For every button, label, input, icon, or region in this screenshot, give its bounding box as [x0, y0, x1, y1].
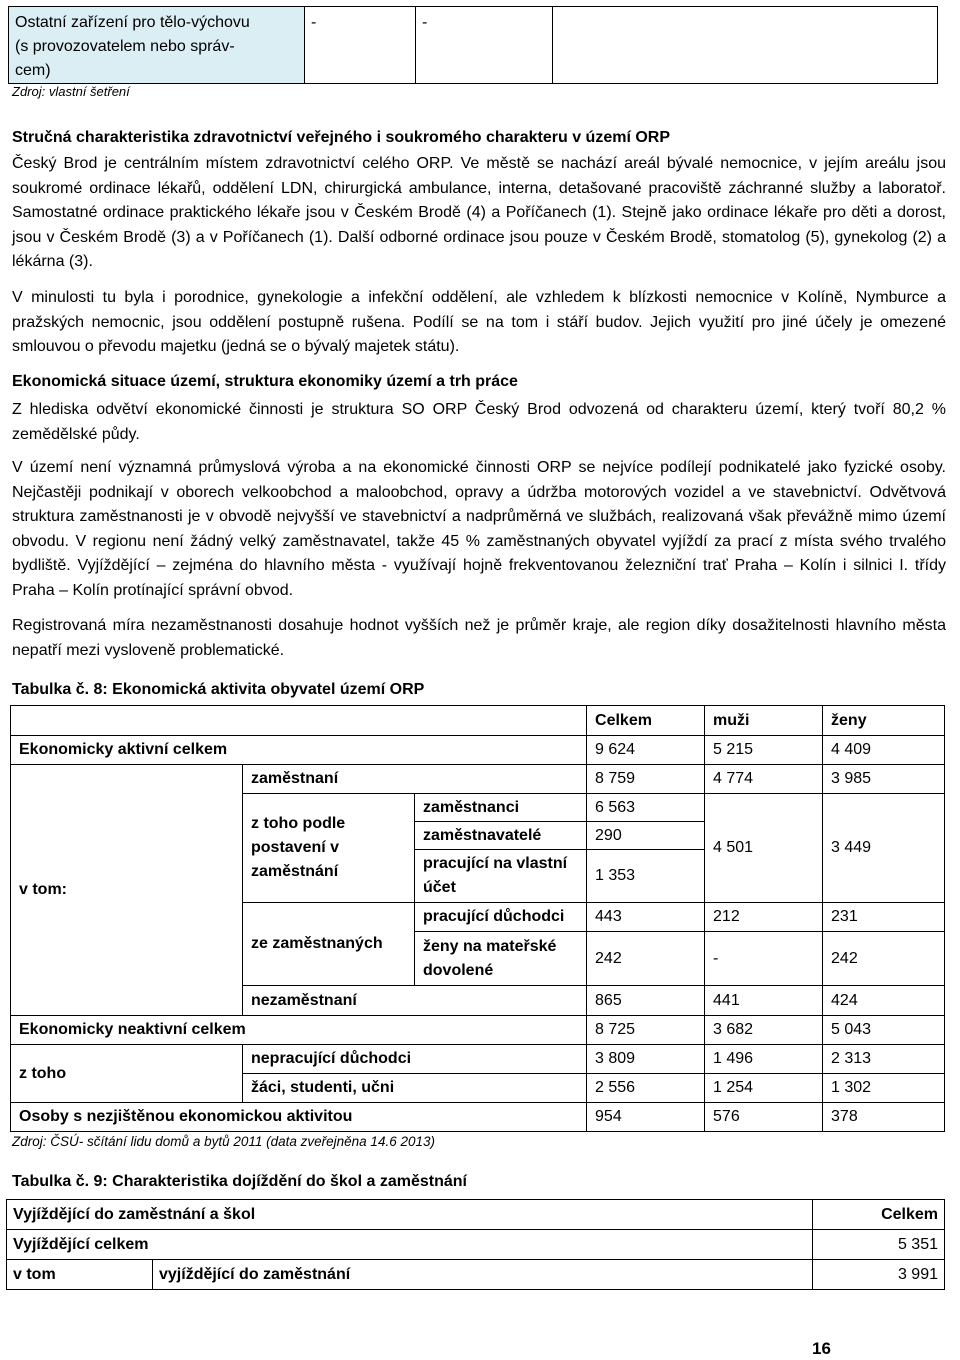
- cell-total: 8 759: [587, 765, 705, 794]
- paragraph: V minulosti tu byla i porodnice, gynekologie a infekční oddělení, ale vzhledem k blízkosti nemocnice v Kolíně, Nymburce a pražských nemocnic, jsou oddělení postupně rušena. Podílí se na tom i stáří budov. Jejich využití pro jiné účely je omezené smlouvou o převodu majetku (jedná se o bývalý majetek státu).: [12, 289, 946, 356]
- cell-total: 242: [587, 932, 705, 986]
- cell-total: 865: [587, 986, 705, 1016]
- paragraph: Registrovaná míra nezaměstnanosti dosahuje hodnot vyšších než je průměr kraje, ale region díky dosažitelnosti hlavního města nepatří mezi vysloveně problematické.: [12, 617, 946, 659]
- cell-men: 4 501: [705, 794, 823, 903]
- row-label: vyjíždějící do zaměstnání: [153, 1260, 813, 1290]
- row-group-label: v tom:: [11, 765, 243, 1016]
- cell-total: 1 353: [587, 850, 705, 903]
- facility-label-line: (s provozovatelem nebo správ-: [15, 38, 235, 55]
- row-label: ženy na mateřské dovolené: [415, 932, 587, 986]
- cell-women: 3 449: [823, 794, 945, 903]
- cell-women: 4 409: [823, 736, 945, 765]
- column-header-women: ženy: [823, 706, 945, 736]
- cell-total: 290: [587, 822, 705, 850]
- facility-label-cell: [9, 7, 305, 84]
- cell-women: 424: [823, 986, 945, 1016]
- cell-men: 576: [705, 1103, 823, 1132]
- column-header-label: Vyjíždějící do zaměstnání a škol: [7, 1200, 813, 1230]
- page-number: 16: [812, 1339, 831, 1358]
- cell-women: 3 985: [823, 765, 945, 794]
- row-label: nepracující důchodci: [243, 1045, 587, 1074]
- row-label: žáci, studenti, učni: [243, 1074, 587, 1103]
- cell-men: 1 496: [705, 1045, 823, 1074]
- table-row: [11, 1103, 945, 1132]
- source-note: Zdroj: ČSÚ- sčítání lidu domů a bytů 2011 (data zveřejněna 14.6 2013): [12, 1134, 435, 1149]
- economic-activity-table: [10, 705, 945, 1132]
- table-row: [7, 1230, 945, 1260]
- cell-women: 1 302: [823, 1074, 945, 1103]
- cell-women: 242: [823, 932, 945, 986]
- cell-men: 212: [705, 903, 823, 932]
- row-label: zaměstnaní: [243, 765, 587, 794]
- source-note: Zdroj: vlastní šetření: [12, 84, 130, 99]
- table-header-row: [11, 706, 945, 736]
- cell-men: -: [705, 932, 823, 986]
- facility-label-line: cem): [15, 62, 51, 79]
- table-row: [11, 765, 945, 794]
- row-label: pracující na vlastní účet: [415, 850, 587, 903]
- paragraph: V území není významná průmyslová výroba a na ekonomické činnosti ORP se nejvíce podílejí podnikatelé jako fyzické osoby. Nejčastěji podnikají v oborech velkoobchod a maloobchod, opravy a údržba motorových vozidel a ve stavebnictví. Odvětvová struktura zaměstnanosti je v obvodě nejvyšší ve stavebnictví a nadprůměrná ve službách, realizovaná však převážně mimo území obvodu. V regionu není žádný velký zaměstnavatel, takže 45 % zaměstnaných obyvatel vyjíždí za prací z místa svého trvalého bydliště. Vyjíždějící – zejména do hlavního města - využívají hojně frekventovanou železniční trať Praha – Kolín i silnici I. třídy Praha – Kolín protínající správní obvod.: [12, 459, 946, 599]
- column-header-total: Celkem: [587, 706, 705, 736]
- cell-men: 441: [705, 986, 823, 1016]
- row-group-label: v tom: [7, 1260, 153, 1290]
- table-row: [7, 1260, 945, 1290]
- section-heading: Ekonomická situace území, struktura ekonomiky území a trh práce: [12, 373, 518, 390]
- row-label: zaměstnavatelé: [415, 822, 587, 850]
- table-caption: Tabulka č. 8: Ekonomická aktivita obyvatel území ORP: [12, 681, 425, 698]
- cell-total: 8 725: [587, 1016, 705, 1045]
- row-group-label: z toho podle postavení v zaměstnání: [243, 794, 415, 903]
- row-label: zaměstnanci: [415, 794, 587, 822]
- cell-women: 5 043: [823, 1016, 945, 1045]
- facilities-table-fragment: [8, 6, 938, 84]
- row-label: Osoby s nezjištěnou ekonomickou aktivitou: [11, 1103, 587, 1132]
- section-heading: Stručná charakteristika zdravotnictví veřejného i soukromého charakteru v území ORP: [12, 129, 671, 146]
- facility-value-cell: -: [416, 7, 553, 84]
- commuting-table: [6, 1199, 945, 1290]
- cell-total: 3 991: [813, 1260, 945, 1290]
- empty-header-cell: [11, 706, 587, 736]
- cell-total: 5 351: [813, 1230, 945, 1260]
- cell-total: 9 624: [587, 736, 705, 765]
- cell-total: 3 809: [587, 1045, 705, 1074]
- facility-value-cell: -: [305, 7, 416, 84]
- cell-women: 231: [823, 903, 945, 932]
- paragraph: Z hlediska odvětví ekonomické činnosti je struktura SO ORP Český Brod odvozená od charakteru území, který tvoří 80,2 % zemědělské půdy.: [12, 401, 946, 443]
- table-caption: Tabulka č. 9: Charakteristika dojíždění do škol a zaměstnání: [12, 1173, 467, 1190]
- cell-total: 954: [587, 1103, 705, 1132]
- paragraph: Český Brod je centrálním místem zdravotnictví celého ORP. Ve městě se nachází areál bývalé nemocnice, v jejím areálu jsou soukromé ordinace lékařů, oddělení LDN, chirurgická ambulance, interna, detašované pracoviště záchranné služby a laboratoř. Samostatné ordinace praktického lékaře jsou v Českém Brodě (4) a Poříčanech (1). Stejně jako ordinace lékaře pro děti a dorost, jsou v Českém Brodě (3) a v Poříčanech (1). Další odborné ordinace jsou pouze v Českém Brodě, stomatolog (5), gynekolog (2) a lékárna (3).: [12, 155, 946, 271]
- row-label: Vyjíždějící celkem: [7, 1230, 813, 1260]
- cell-men: 5 215: [705, 736, 823, 765]
- table-row: [11, 1016, 945, 1045]
- row-group-label: z toho: [11, 1045, 243, 1103]
- row-label: Ekonomicky neaktivní celkem: [11, 1016, 587, 1045]
- cell-total: 6 563: [587, 794, 705, 822]
- table-row: [11, 736, 945, 765]
- facility-value-cell: [553, 7, 938, 84]
- cell-men: 1 254: [705, 1074, 823, 1103]
- row-label: pracující důchodci: [415, 903, 587, 932]
- cell-women: 2 313: [823, 1045, 945, 1074]
- row-label: nezaměstnaní: [243, 986, 587, 1016]
- column-header-total: Celkem: [813, 1200, 945, 1230]
- row-group-label: ze zaměstnaných: [243, 903, 415, 986]
- row-label: Ekonomicky aktivní celkem: [11, 736, 587, 765]
- table-header-row: [7, 1200, 945, 1230]
- cell-men: 4 774: [705, 765, 823, 794]
- cell-total: 2 556: [587, 1074, 705, 1103]
- cell-total: 443: [587, 903, 705, 932]
- cell-women: 378: [823, 1103, 945, 1132]
- facility-label-line: Ostatní zařízení pro tělo-výchovu: [15, 14, 250, 31]
- table-row: [11, 1045, 945, 1074]
- column-header-men: muži: [705, 706, 823, 736]
- cell-men: 3 682: [705, 1016, 823, 1045]
